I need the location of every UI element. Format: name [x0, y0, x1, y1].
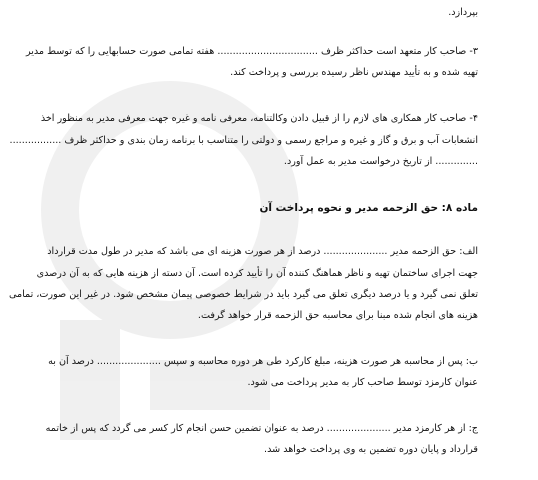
clause-alef-line-3: تعلق نمی گیرد و یا درصد دیگری تعلق می گیرد باید در شرایط خصوصی پیمان مشخص شود. در غیر این صورت، تمامی	[8, 289, 478, 300]
clause-alef-line-1: الف: حق الزحمه مدیر ..................... درصد از هر صورت هزینه ای می باشد که مدیر در طول مدت قرارداد	[47, 246, 478, 257]
clause-alef-line-4: هزینه های انجام شده مبنا برای محاسبه حق الزحمه قرار خواهد گرفت.	[197, 310, 478, 321]
article-8-heading: ماده ۸: حق الزحمه مدیر و نحوه پرداخت آن	[259, 202, 478, 214]
clause-4-line-2: انشعابات آب و برق و گاز و غیره و مراجع رسمی و دولتی را متناسب با برنامه زمان بندی و حداکثر ظرف .................	[9, 135, 478, 146]
clause-jim-line-2: قرارداد و پایان دوره تضمین به وی پرداخت خواهد شد.	[264, 444, 478, 455]
clause-3-line-1: ۳- صاحب کار متعهد است حداکثر ظرف ................................. هفته تمامی صورت حسابهایی را که توسط مدیر	[25, 46, 478, 57]
clause-be-line-1: ب: پس از محاسبه هر صورت هزینه، مبلغ کارکرد طی هر دوره محاسبه و سپس ..................... درصد آن به	[48, 356, 478, 367]
clause-jim-line-1: ج: از هر کارمزد مدیر ..................... درصد به عنوان تضمین حسن انجام کار کسر می گردد که پس از خاتمه	[45, 423, 478, 434]
clause-be-line-2: عنوان کارمزد توسط صاحب کار به مدیر پرداخت می شود.	[247, 377, 478, 388]
clause-4-line-1: ۴- صاحب کار همکاری های لازم را از قبیل دادن وکالتنامه، معرفی نامه و غیره جهت معرفی مدیر به منظور اخذ	[40, 113, 478, 124]
clause-alef-line-2: جهت اجرای ساختمان تهیه و ناظر هماهنگ کننده آن را تأیید کرده است. آن دسته از هزینه هایی که به آن درصدی	[36, 268, 478, 279]
clause-3-line-2: تهیه شده و به تأیید مهندس ناظر رسیده بررسی و پرداخت کند.	[230, 67, 478, 78]
paragraph-continuation-line: بپردازد.	[448, 7, 478, 18]
clause-4-line-3: .............. از تاریخ درخواست مدیر به عمل آورد.	[283, 156, 478, 167]
